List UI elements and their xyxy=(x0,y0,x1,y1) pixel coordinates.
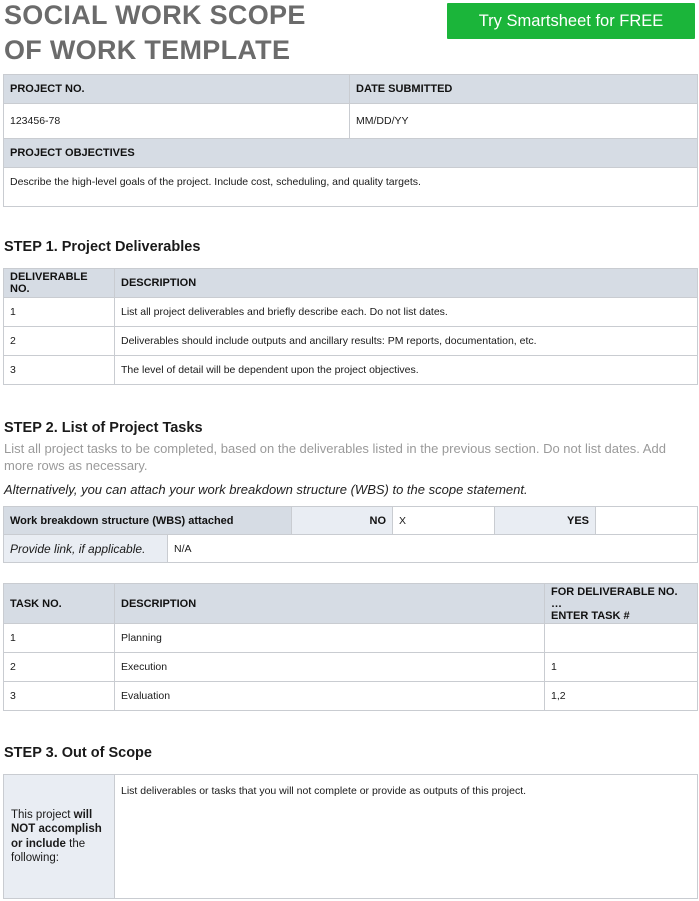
deliverable-desc-cell[interactable]: Deliverables should include outputs and ancillary results: PM reports, documentation, etc. xyxy=(115,327,698,356)
project-objectives-header: PROJECT OBJECTIVES xyxy=(4,139,698,168)
task-no-header: TASK NO. xyxy=(4,584,115,624)
table-row xyxy=(4,298,698,327)
table-row xyxy=(4,356,698,385)
out-of-scope-table xyxy=(3,774,698,899)
task-desc-cell[interactable]: Execution xyxy=(115,653,545,682)
deliverable-desc-cell[interactable]: List all project deliverables and briefly describe each. Do not list dates. xyxy=(115,298,698,327)
task-no-cell[interactable]: 1 xyxy=(4,624,115,653)
out-of-scope-label xyxy=(4,775,115,899)
project-info-table xyxy=(3,74,698,207)
deliverable-no-cell[interactable]: 2 xyxy=(4,327,115,356)
out-of-scope-value[interactable]: List deliverables or tasks that you will not complete or provide as outputs of this project. xyxy=(115,775,698,899)
step3-heading: STEP 3. Out of Scope xyxy=(4,745,152,761)
out-of-scope-label-part1: This project xyxy=(11,808,74,821)
step2-note: List all project tasks to be completed, based on the deliverables listed in the previous section. Do not list dates. Add more rows as necessary. xyxy=(4,441,666,473)
step2-alt-note: Alternatively, you can attach your work breakdown structure (WBS) to the scope statement. xyxy=(4,482,528,497)
deliverable-desc-cell[interactable]: The level of detail will be dependent upon the project objectives. xyxy=(115,356,698,385)
out-of-scope-label-part2: the following: xyxy=(11,837,86,864)
wbs-link-value[interactable]: N/A xyxy=(168,535,698,563)
table-row xyxy=(4,653,698,682)
task-deliverable-header-line1: FOR DELIVERABLE NO. … xyxy=(551,585,678,610)
deliverable-no-cell[interactable]: 3 xyxy=(4,356,115,385)
wbs-yes-value[interactable] xyxy=(596,507,698,535)
task-no-cell[interactable]: 2 xyxy=(4,653,115,682)
wbs-no-label: NO xyxy=(292,507,393,535)
project-objectives-value[interactable]: Describe the high-level goals of the project. Include cost, scheduling, and quality targets. xyxy=(4,168,698,207)
deliverable-no-cell[interactable]: 1 xyxy=(4,298,115,327)
try-smartsheet-button[interactable]: Try Smartsheet for FREE xyxy=(447,3,695,39)
task-desc-cell[interactable]: Planning xyxy=(115,624,545,653)
wbs-no-value[interactable]: X xyxy=(393,507,495,535)
table-row xyxy=(4,682,698,711)
step2-heading: STEP 2. List of Project Tasks xyxy=(4,420,203,436)
task-deliverable-cell[interactable]: 1,2 xyxy=(545,682,698,711)
date-submitted-header: DATE SUBMITTED xyxy=(350,75,698,104)
wbs-table xyxy=(3,506,698,563)
task-desc-cell[interactable]: Evaluation xyxy=(115,682,545,711)
step1-heading: STEP 1. Project Deliverables xyxy=(4,239,201,255)
project-no-header: PROJECT NO. xyxy=(4,75,350,104)
deliverable-no-header: DELIVERABLE NO. xyxy=(4,269,115,298)
deliverables-table xyxy=(3,268,698,385)
wbs-link-label: Provide link, if applicable. xyxy=(4,535,168,563)
task-deliverable-cell[interactable] xyxy=(545,624,698,653)
tasks-table xyxy=(3,583,698,711)
table-row xyxy=(4,624,698,653)
task-deliverable-cell[interactable]: 1 xyxy=(545,653,698,682)
task-no-cell[interactable]: 3 xyxy=(4,682,115,711)
table-row xyxy=(4,327,698,356)
page-title-line2: OF WORK TEMPLATE xyxy=(4,35,291,65)
page-title xyxy=(4,0,424,68)
task-deliverable-header xyxy=(545,584,698,624)
deliverable-desc-header: DESCRIPTION xyxy=(115,269,698,298)
task-deliverable-header-line2: ENTER TASK # xyxy=(551,609,630,622)
wbs-attached-label: Work breakdown structure (WBS) attached xyxy=(4,507,292,535)
date-submitted-value[interactable]: MM/DD/YY xyxy=(350,104,698,139)
out-of-scope-label-bold: will NOT accomplish or include xyxy=(11,808,102,850)
task-desc-header: DESCRIPTION xyxy=(115,584,545,624)
project-no-value[interactable]: 123456-78 xyxy=(4,104,350,139)
wbs-yes-label: YES xyxy=(495,507,596,535)
page-title-line1: SOCIAL WORK SCOPE xyxy=(4,0,306,30)
